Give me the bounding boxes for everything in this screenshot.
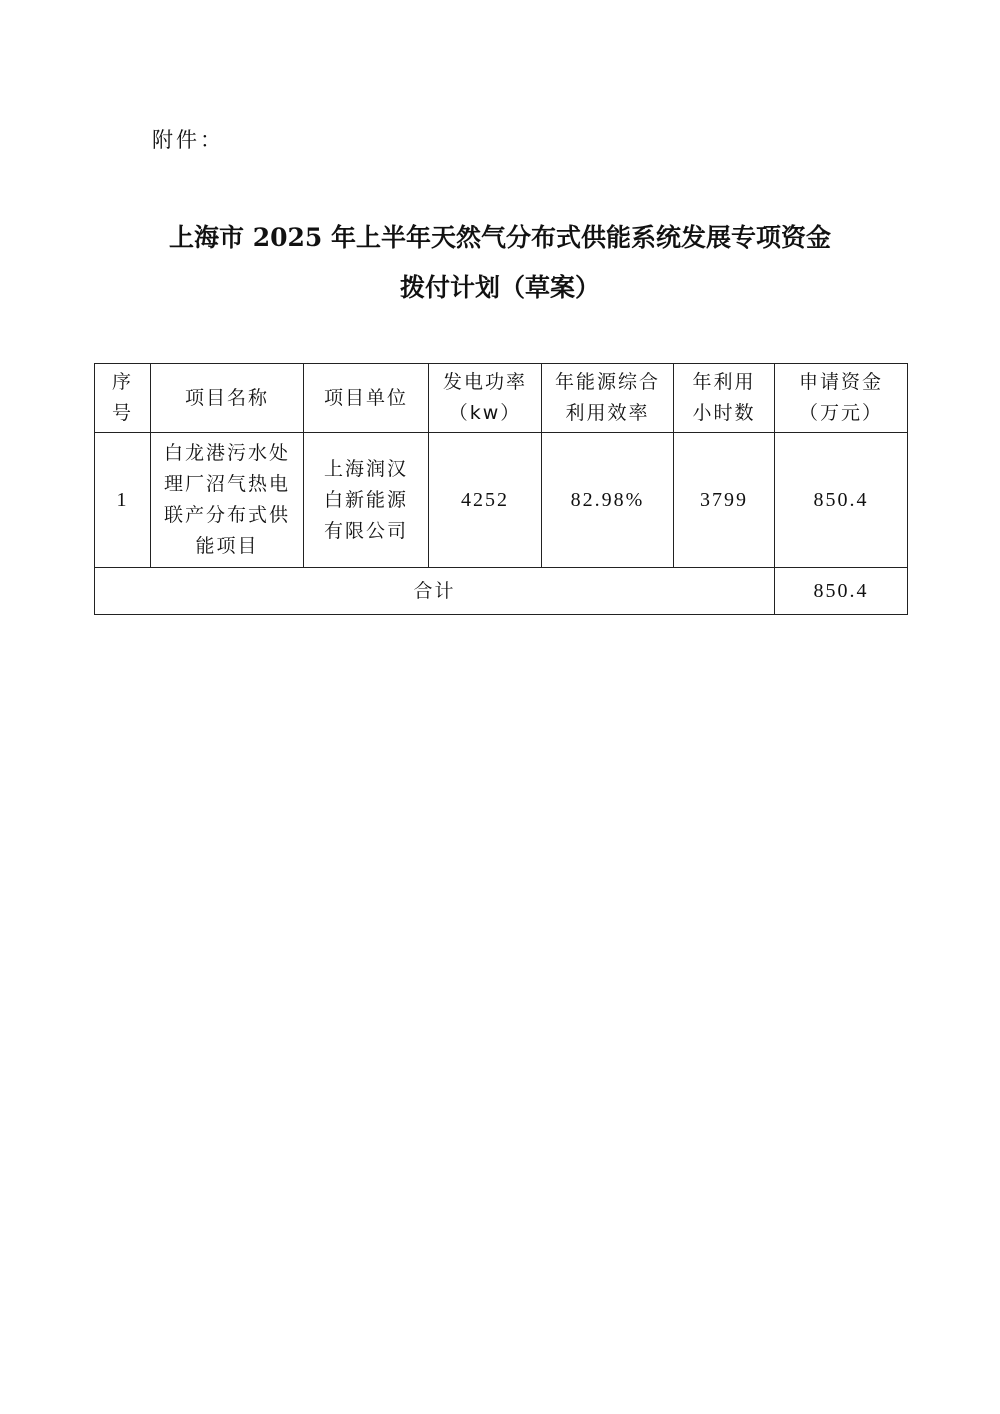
cell-efficiency: 82.98% <box>542 433 674 568</box>
document-subtitle: 拨付计划（草案） <box>399 273 600 302</box>
cell-seq: 1 <box>95 433 151 568</box>
cell-power: 4252 <box>429 433 542 568</box>
header-seq: 序号 <box>95 364 151 433</box>
header-funding: 申请资金（万元） <box>775 364 908 433</box>
total-label: 合计 <box>95 568 775 615</box>
attachment-label: 附件： <box>152 128 224 152</box>
cell-funding: 850.4 <box>775 433 908 568</box>
table-header-row <box>95 364 908 433</box>
cell-hours: 3799 <box>674 433 775 568</box>
document-title: 上海市 2025 年上半年天然气分布式供能系统发展专项资金 <box>169 223 831 252</box>
total-row <box>95 568 908 615</box>
header-efficiency: 年能源综合利用效率 <box>542 364 674 433</box>
header-hours: 年利用小时数 <box>674 364 775 433</box>
table-row <box>95 433 908 568</box>
cell-project-unit: 上海润汉白新能源有限公司 <box>304 433 429 568</box>
cell-project-name: 白龙港污水处理厂沼气热电联产分布式供能项目 <box>151 433 304 568</box>
total-funding: 850.4 <box>775 568 908 615</box>
funding-plan-table <box>94 363 908 615</box>
header-project-name: 项目名称 <box>151 364 304 433</box>
header-power: 发电功率（kw） <box>429 364 542 433</box>
header-project-unit: 项目单位 <box>304 364 429 433</box>
